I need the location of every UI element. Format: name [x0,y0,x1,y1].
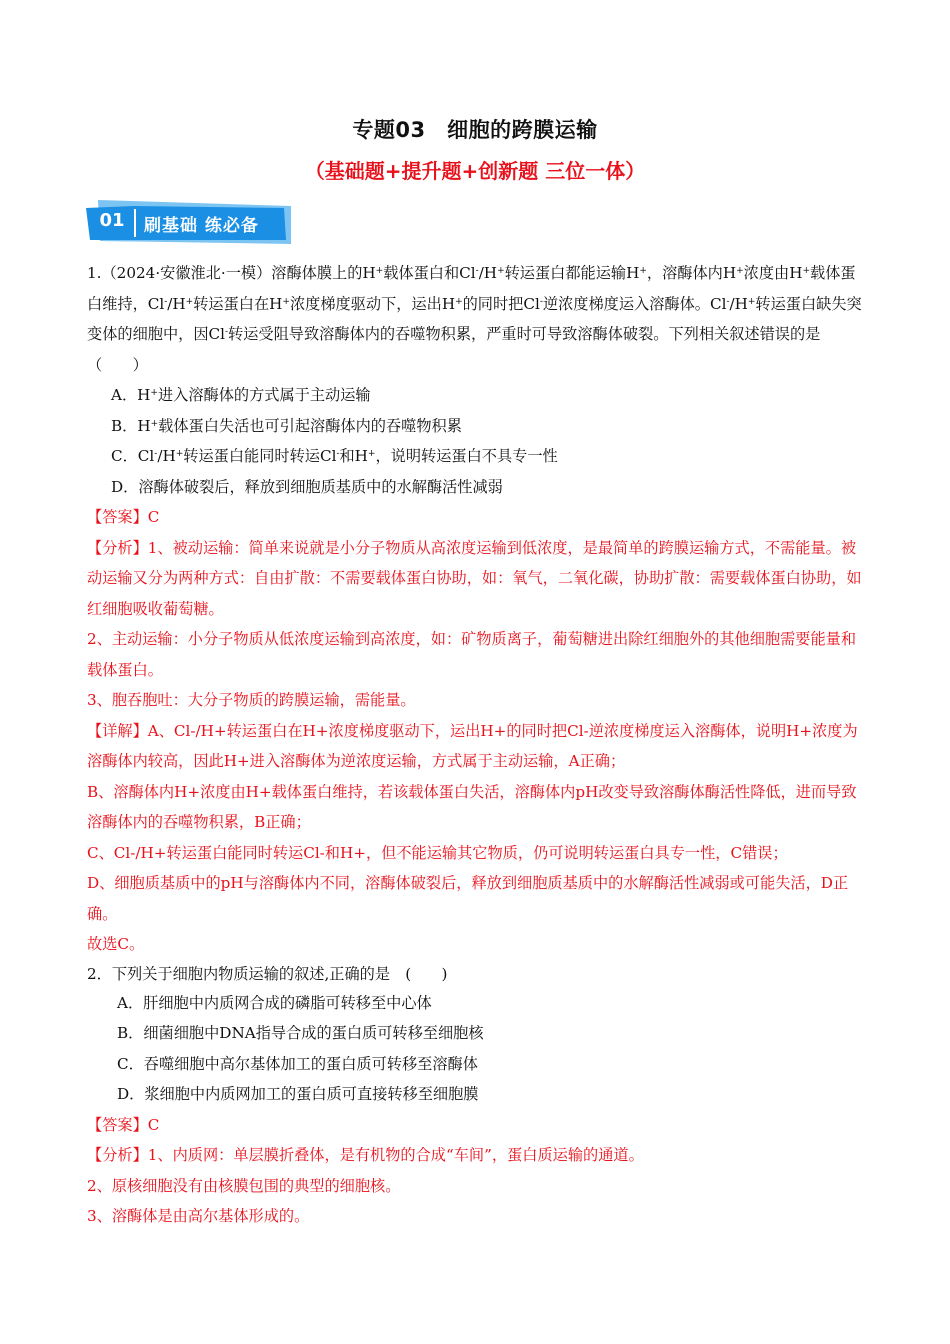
question-2-stem: 2．下列关于细胞内物质运输的叙述,正确的是 ( ) [87,964,448,983]
question-1-analysis-2: 2、主动运输：小分子物质从低浓度运输到高浓度，如：矿物质离子，葡萄糖进出除红细胞外的其他细胞需要能量和载体蛋白。 [87,630,857,679]
question-1-option-a: A．H+进入溶酶体的方式属于主动运输 [111,386,371,404]
question-1-detail-c: C、Cl-/H+转运蛋白能同时转运Cl-和H+，但不能运输其它物质，仍可说明转运蛋白具专一性，C错误； [87,843,788,862]
question-1-analysis-3: 3、胞吞胞吐：大分子物质的跨膜运输，需能量。 [87,691,416,709]
question-1-analysis-1: 【分析】1、被动运输：简单来说就是小分子物质从高浓度运输到低浓度，是最简单的跨膜运输方式，不需能量。被动运输又分为两种方式：自由扩散：不需要载体蛋白协助，如：氧气，二氧化碳，协助扩散：需要载体蛋白协助，如红细胞吸收葡萄糖。 [87,538,862,618]
question-1-option-c: C．Cl-/H+转运蛋白能同时转运Cl-和H+，说明转运蛋白不具专一性 [111,447,558,465]
question-1-conclusion: 故选C。 [87,935,145,953]
question-1-detail-b: B、溶酶体内H+浓度由H+载体蛋白维持，若该载体蛋白失活，溶酶体内pH改变导致溶酶体酶活性降低，进而导致溶酶体内的吞噬物积累，B正确； [87,782,857,831]
question-2-answer: 【答案】C [87,1115,160,1134]
question-2-option-b: B．细菌细胞中DNA指导合成的蛋白质可转移至细胞核 [117,1024,484,1042]
question-1-answer: 【答案】C [87,508,160,526]
question-2-analysis-1: 【分析】1、内质网：单层膜折叠体，是有机物的合成“车间”，蛋白质运输的通道。 [87,1146,644,1164]
question-2-option-c: C．吞噬细胞中高尔基体加工的蛋白质可转移至溶酶体 [117,1054,478,1073]
question-2-option-a: A．肝细胞中内质网合成的磷脂可转移至中心体 [117,993,432,1012]
page-subtitle: （基础题+提升题+创新题 三位一体） [304,159,646,183]
section-banner [86,200,291,244]
question-1-stem: 1.（2024·安徽淮北·一模）溶酶体膜上的H+载体蛋白和Cl-/H+转运蛋白都能运输H+，溶酶体内H+浓度由H+载体蛋白维持，Cl-/H+转运蛋白在H+浓度梯度驱动下，运出H+的同时把Cl-逆浓度梯度运入溶酶体。Cl-/H+转运蛋白缺失突变体的细胞中，因Cl-转运受阻导致溶酶体内的吞噬物积累，严重时可导致溶酶体破裂。下列相关叙述错误的是（ ） [87,264,862,374]
question-2-analysis-3: 3、溶酶体是由高尔基体形成的。 [87,1207,310,1225]
question-1-option-d: D．溶酶体破裂后，释放到细胞质基质中的水解酶活性减弱 [111,477,503,496]
question-1-option-b: B．H+载体蛋白失活也可引起溶酶体内的吞噬物积累 [111,416,462,435]
question-2-option-d: D．浆细胞中内质网加工的蛋白质可直接转移至细胞膜 [117,1085,479,1103]
question-2-analysis-2: 2、原核细胞没有由核膜包围的典型的细胞核。 [87,1176,401,1195]
section-number: 01 [99,210,125,231]
question-1-detail-a: 【详解】A、Cl-/H+转运蛋白在H+浓度梯度驱动下，运出H+的同时把Cl-逆浓度梯度运入溶酶体，说明H+浓度为溶酶体内较高，因此H+进入溶酶体为逆浓度运输，方式属于主动运输，A正确； [87,721,858,770]
section-label: 刷基础 练必备 [144,216,259,236]
content-body [87,258,865,1232]
question-1-detail-d: D、细胞质基质中的pH与溶酶体内不同，溶酶体破裂后，释放到细胞质基质中的水解酶活性减弱或可能失活，D正确。 [87,874,849,923]
page-title: 专题03 细胞的跨膜运输 [352,118,598,142]
